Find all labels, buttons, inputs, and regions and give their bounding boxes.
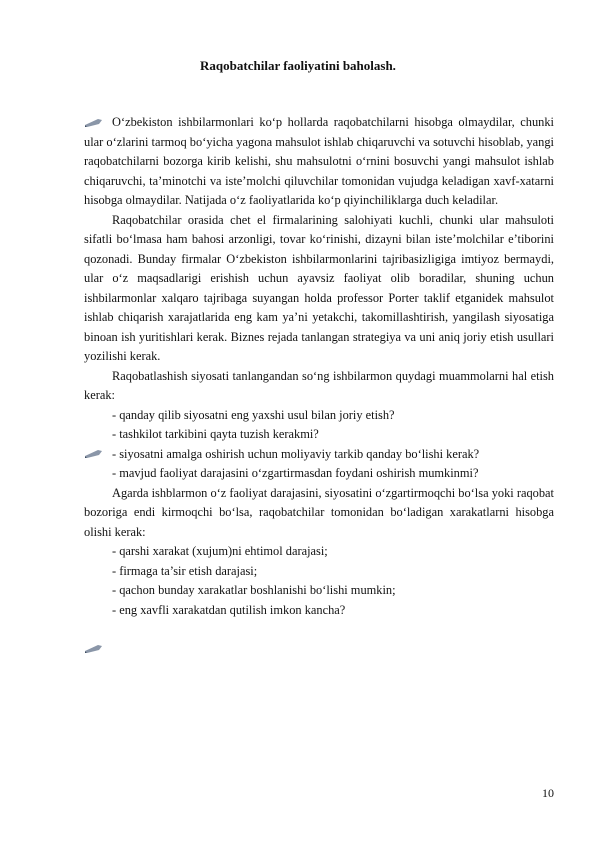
page-title: Raqobatchilar faoliyatini baholash. (200, 58, 396, 73)
list-item: - qanday qilib siyosatni eng yaxshi usul bilan joriy etish? (112, 407, 395, 422)
list-item: - eng xavfli xarakatdan qutilish imkon kancha? (112, 602, 346, 617)
list-item: - firmaga ta’sir etish darajasi; (112, 563, 258, 578)
list-item: - siyosatni amalga oshirish uchun moliyaviy tarkib qanday bo‘lishi kerak? (112, 446, 480, 461)
paragraph: O‘zbekiston ishbilarmonlari ko‘p hollarda raqobatchilarni hisobga olmaydilar, chunki ular o‘zlarini tarmoq bo‘yicha yagona mahsulot ishlab chiqaruvchi va sotuvchi hisoblab, yangi raqobatchilarni bozorga kirib kelishi, shu mahsulotni o‘rnini bosuvchi yangi mahsulot ishlab chiqaruvchi, ta’minotchi va iste’molchi qiluvchilar tomonidan vujudga keladigan xavf-xatarni hisobga olmaydilar. Natijada o‘z faoliyatlarida ko‘p qiyinchiliklarga duch keladilar. (84, 115, 554, 207)
list-item: - qarshi xarakat (xujum)ni ehtimol darajasi; (112, 544, 328, 558)
body-text (84, 113, 554, 620)
list-item: - mavjud faoliyat darajasini o‘zgartirmasdan foydani oshirish mumkinmi? (112, 466, 479, 480)
page-number: 10 (542, 786, 554, 800)
pencil-bullet-icon (84, 642, 104, 654)
paragraph: Agarda ishblarmon o‘z faoliyat darajasini, siyosatini o‘zgartirmoqchi bo‘lsa yoki raqobat bozoriga endi kirmoqchi bo‘lsa, raqobatchilar tomonidan bo‘ladigan xarakatlarni hisobga olishi kerak: (84, 485, 554, 539)
paragraph: Raqobatlashish siyosati tanlangandan so‘ng ishbilarmon quydagi muammolarni hal etish kerak: (84, 368, 554, 402)
pencil-bullet-icon (84, 447, 104, 459)
pencil-bullet-icon (84, 116, 104, 128)
paragraph: Raqobatchilar orasida chet el firmalarining salohiyati kuchli, chunki ular mahsuloti sifatli bo‘lmasa ham bahosi arzonligi, tovar ko‘rinishi, dizayni bilan iste’molchilar e’tiborini qozonadi. Bunday firmalar O‘zbekiston ishbilarmonlarini tajribasizligiga imtiyoz bermaydi, ular o‘z maqsadlarigi erishish uchun ayavsiz faoliyat olib boradilar, shuning uchun ishbilarmonlar xalqaro tajribaga suyangan holda professor Porter taklif etganidek mahsulot ishlab chiqarish xarajatlarida eng kam ya’ni yetakchi, takomillashtirish, yangilash siyosatiga binoan ish yuritishlari kerak. Biznes rejada tanlangan strategiya va uni aniq joriy etish usullari yozilishi kerak. (84, 212, 554, 363)
list-item: - qachon bunday xarakatlar boshlanishi bo‘lishi mumkin; (112, 583, 396, 597)
list-item: - tashkilot tarkibini qayta tuzish kerakmi? (112, 427, 319, 441)
